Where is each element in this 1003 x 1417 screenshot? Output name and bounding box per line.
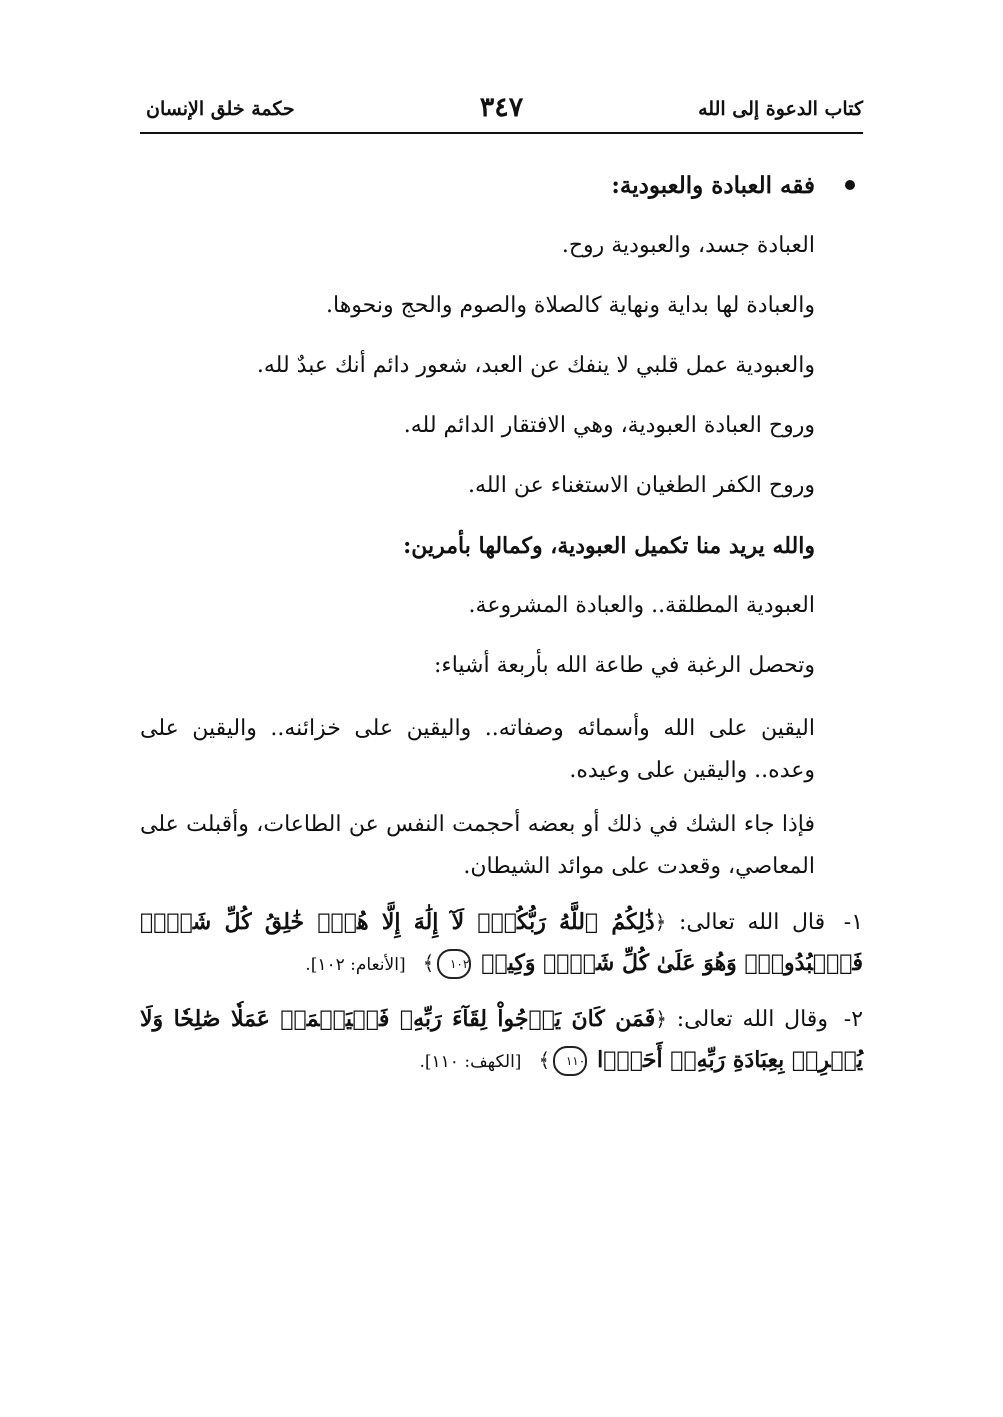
verse-citation <box>140 999 863 1082</box>
verse-number: ١- <box>843 910 864 935</box>
text-line: والعبادة لها بداية ونهاية كالصلاة والصوم والحج ونحوها. <box>326 293 815 318</box>
verse-citation <box>140 902 863 985</box>
text-line-emphasis: والله يريد منا تكميل العبودية، وكمالها بأمرين: <box>403 533 815 559</box>
verse-number: ٢- <box>843 1007 864 1032</box>
ornate-bracket-open-icon: ﴿ <box>654 910 667 934</box>
running-header <box>140 94 863 134</box>
ayah-number-mark: ١١٠ <box>553 1046 587 1076</box>
quran-text: ذَٰلِكُمُ ٱللَّهُ رَبُّكُمْۖ لَآ إِلَٰهَ إِلَّا هُوَۖ خَٰلِقُ كُلِّ شَيۡءٖ فَٱعۡبُدُوهُۚ وَهُوَ عَلَىٰ كُلِّ شَيۡءٖ وَكِيلٞ <box>140 909 863 976</box>
verse-intro: قال الله تعالى: <box>678 910 826 935</box>
section-heading-text: فقه العبادة والعبودية: <box>611 172 815 199</box>
quran-text: فَمَن كَانَ يَرۡجُواْ لِقَآءَ رَبِّهِۦ فَلۡيَعۡمَلۡ عَمَلٗا صَٰلِحٗا وَلَا يُشۡرِكۡ بِعِبَادَةِ رَبِّهِۦٓ أَحَدَۢا <box>140 1006 863 1073</box>
ornate-bracket-close-icon: ﴾ <box>422 951 435 975</box>
paragraph: فإذا جاء الشك في ذلك أو بعضه أحجمت النفس عن الطاعات، وأقبلت على المعاصي، وقعدت على موائد الشيطان. <box>140 812 815 879</box>
chapter-title: حكمة خلق الإنسان <box>146 98 295 120</box>
page-body <box>140 156 863 1082</box>
page-number: ٣٤٧ <box>479 92 524 123</box>
ayah-number-mark: ١٠٢ <box>437 949 471 979</box>
verse-intro: وقال الله تعالى: <box>676 1007 828 1032</box>
verse-reference: [الأنعام: ١٠٢]. <box>305 955 406 975</box>
verse-reference: [الكهف: ١١٠]. <box>419 1052 522 1072</box>
text-line: العبودية المطلقة.. والعبادة المشروعة. <box>468 593 815 618</box>
ornate-bracket-open-icon: ﴿ <box>655 1007 667 1031</box>
text-line: والعبودية عمل قلبي لا ينفك عن العبد، شعور دائم أنك عبدٌ لله. <box>256 353 815 378</box>
text-line: وتحصل الرغبة في طاعة الله بأربعة أشياء: <box>433 653 815 678</box>
header-divider <box>140 132 863 134</box>
text-line: وروح العبادة العبودية، وهي الافتقار الدائم لله. <box>403 413 815 438</box>
bullet-icon <box>845 180 855 190</box>
text-line: وروح الكفر الطغيان الاستغناء عن الله. <box>467 473 815 498</box>
ornate-bracket-close-icon: ﴾ <box>538 1048 551 1072</box>
book-title: كتاب الدعوة إلى الله <box>698 98 863 120</box>
paragraph: اليقين على الله وأسمائه وصفاته.. واليقين على خزائنه.. واليقين على وعده.. واليقين على وعيده. <box>140 716 815 783</box>
text-line: العبادة جسد، والعبودية روح. <box>561 233 815 258</box>
section-heading <box>140 156 863 216</box>
